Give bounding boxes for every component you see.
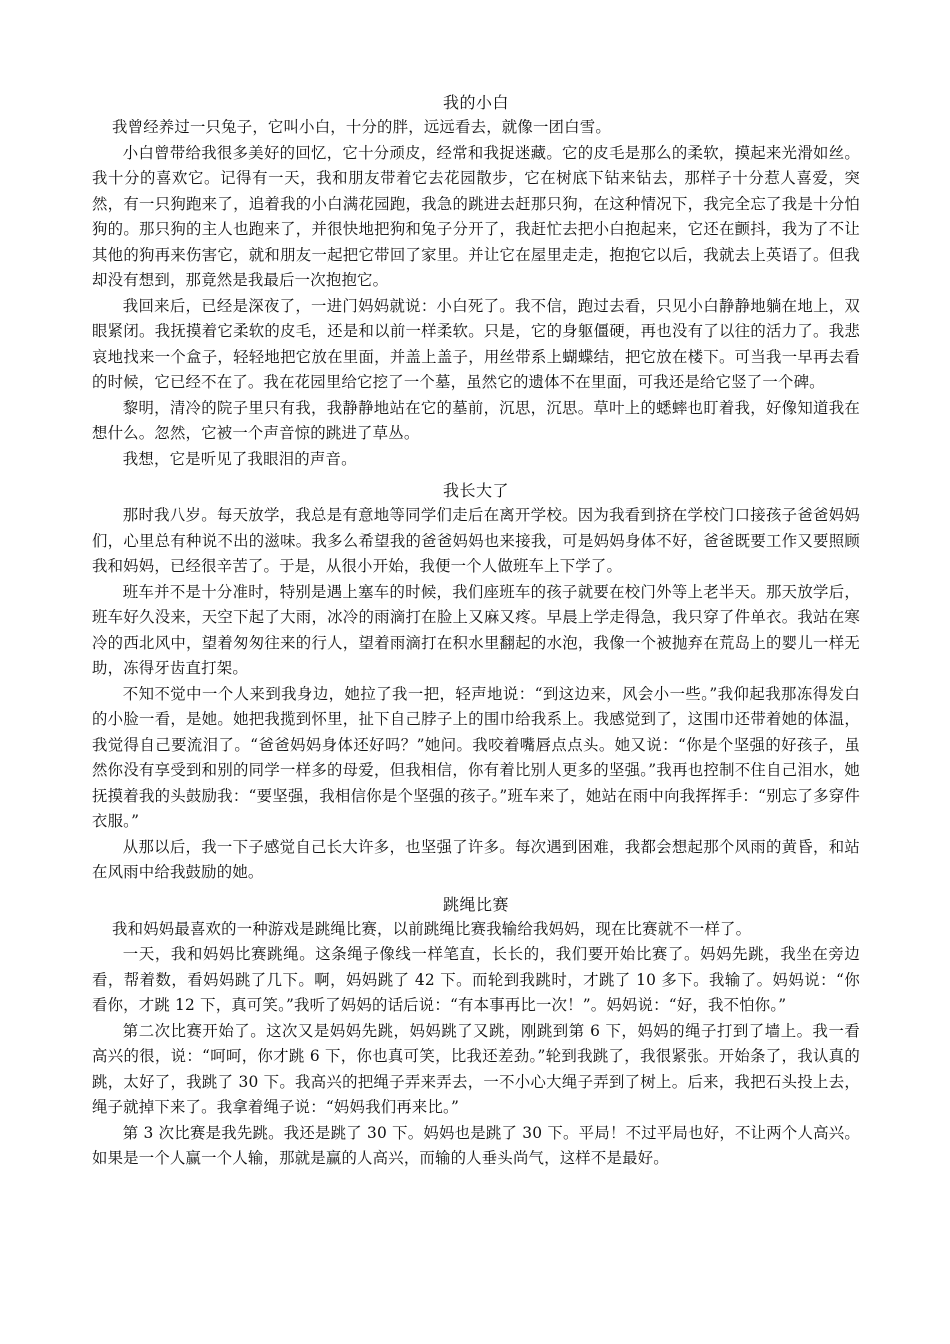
essay-paragraph: 第 3 次比赛是我先跳。我还是跳了 30 下。妈妈也是跳了 30 下。平局！不过平局也好，不让两个人高兴。如果是一个人赢一个人输，那就是赢的人高兴，而输的人垂头尚气，这样不是最好。 [92, 1123, 860, 1167]
essay-paragraph: 我想，它是听见了我眼泪的声音。 [122, 449, 357, 468]
essay-title: 我长大了 [442, 481, 509, 500]
essay-paragraph: 不知不觉中一个人来到我身边，她拉了我一把，轻声地说：“到这边来，风会小一些。”我仰起我那冻得发白的小脸一看，是她。她把我揽到怀里，扯下自己脖子上的围巾给我系上。我感觉到了，这围巾还带着她的体温，我觉得自己要流泪了。“爸爸妈妈身体还好吗？”她问。我咬着嘴唇点点头。她又说：“你是个坚强的好孩子，虽然你没有享受到和别的同学一样多的母爱，但我相信，你有着比别人更多的坚强。”我再也控制不住自己泪水，她抚摸着我的头鼓励我：“要坚强，我相信你是个坚强的孩子。”班车来了，她站在雨中向我挥挥手：“别忘了多穿件衣服。” [92, 684, 860, 830]
essay-paragraph: 小白曾带给我很多美好的回忆，它十分顽皮，经常和我捉迷藏。它的皮毛是那么的柔软，摸起来光滑如丝。我十分的喜欢它。记得有一天，我和朋友带着它去花园散步，它在树底下钻来钻去，那样子十分惹人喜爱，突然，有一只狗跑来了，追着我的小白满花园跑，我急的跳进去赶那只狗，在这种情况下，我完全忘了我是十分怕狗的。那只狗的主人也跑来了，并很快地把狗和兔子分开了，我赶忙去把小白抱起来，它还在颤抖，我为了不让其他的狗再来伤害它，就和朋友一起把它带回了家里。并让它在屋里走走，抱抱它以后，我就去上英语了。但我却没有想到，那竟然是我最后一次抱抱它。 [92, 143, 860, 289]
essay-title: 我的小白 [442, 93, 509, 112]
essay-title: 跳绳比赛 [442, 894, 509, 914]
essay-paragraph: 一天，我和妈妈比赛跳绳。这条绳子像线一样笔直，长长的，我们要开始比赛了。妈妈先跳，我坐在旁边看，帮着数，看妈妈跳了几下。啊，妈妈跳了 42 下。而轮到我跳时，才跳了 10 多下。我输了。妈妈说：“你看你，才跳 12 下，真可笑。”我听了妈妈的话后说：“有本事再比一次！”。妈妈说：“好，我不怕你。” [92, 945, 860, 1014]
essay-my-little-white [92, 90, 860, 472]
essay-rope-skipping-contest [92, 892, 860, 1172]
essay-paragraph: 第二次比赛开始了。这次又是妈妈先跳，妈妈跳了又跳，刚跳到第 6 下，妈妈的绳子打到了墙上。我一看高兴的很，说：“呵呵，你才跳 6 下，你也真可笑，比我还差劲。”轮到我跳了，我很紧张。开始条了，我认真的跳，太好了，我跳了 30 下。我高兴的把绳子弄来弄去，一不小心大绳子弄到了树上。后来，我把石头投上去，绳子就掉下来了。我拿着绳子说：“妈妈我们再来比。” [92, 1021, 860, 1116]
essay-paragraph: 我回来后，已经是深夜了，一进门妈妈就说：小白死了。我不信，跑过去看，只见小白静静地躺在地上，双眼紧闭。我抚摸着它柔软的皮毛，还是和以前一样柔软。只是，它的身躯僵硬，再也没有了以往的活力了。我悲哀地找来一个盒子，轻轻地把它放在里面，并盖上盖子，用丝带系上蝴蝶结，把它放在楼下。可当我一早再去看的时候，它已经不在了。我在花园里给它挖了一个墓，虽然它的遗体不在里面，可我还是给它竖了一个碑。 [92, 296, 860, 391]
essay-paragraph: 那时我八岁。每天放学，我总是有意地等同学们走后在离开学校。因为我看到挤在学校门口接孩子爸爸妈妈们，心里总有种说不出的滋味。我多么希望我的爸爸妈妈也来接我，可是妈妈身体不好，爸爸既要工作又要照顾我和妈妈，已经很辛苦了。于是，从很小开始，我便一个人做班车上下学了。 [92, 506, 860, 575]
essay-paragraph: 我和妈妈最喜欢的一种游戏是跳绳比赛，以前跳绳比赛我输给我妈妈，现在比赛就不一样了。 [112, 919, 752, 938]
document-page [92, 84, 860, 1172]
essay-paragraph: 我曾经养过一只兔子，它叫小白，十分的胖，远远看去，就像一团白雪。 [112, 118, 611, 136]
essay-paragraph: 黎明，清冷的院子里只有我，我静静地站在它的墓前，沉思，沉思。草叶上的蟋蟀也盯着我，好像知道我在想什么。忽然，它被一个声音惊的跳进了草丛。 [92, 398, 860, 442]
essay-i-grew-up [92, 478, 860, 886]
essay-paragraph: 从那以后，我一下子感觉自己长大许多，也坚强了许多。每次遇到困难，我都会想起那个风雨的黄昏，和站在风雨中给我鼓励的她。 [92, 837, 860, 881]
essay-paragraph: 班车并不是十分准时，特别是遇上塞车的时候，我们座班车的孩子就要在校门外等上老半天。那天放学后，班车好久没来，天空下起了大雨，冰冷的雨滴打在脸上又麻又疼。早晨上学走得急，我只穿了件单衣。我站在寒冷的西北风中，望着匆匆往来的行人，望着雨滴打在积水里翻起的水泡，我像一个被抛弃在荒岛上的婴儿一样无助，冻得牙齿直打架。 [92, 582, 860, 677]
